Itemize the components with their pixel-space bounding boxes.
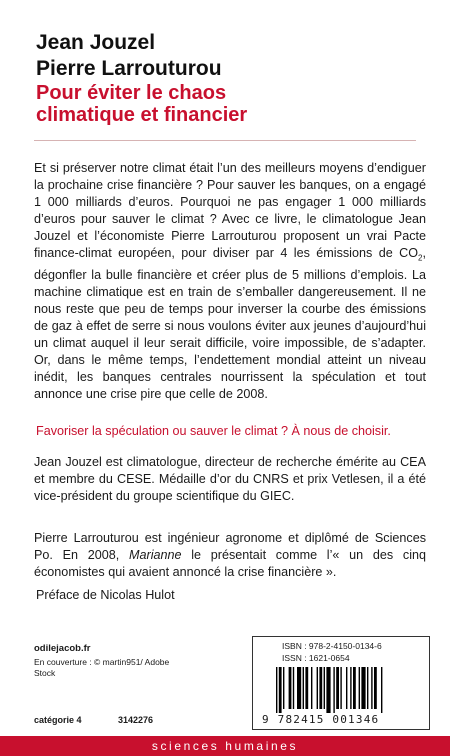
blurb-part: Et si préserver notre climat était l’un des meilleurs moyens d’endiguer la prochaine crise financière ? Pour sauver les banques, on a engagé 1 000 milliards d’euros. Pourquoi ne pas engager 1 000 milliards d’euros pour sauver le climat ? Avec ce livre, le climatologue Jean Jouzel et l’économiste Pierre Larrouturou proposent un vrai Pacte finance-climat européen, pour diviser par 4 les émissions de CO (34, 161, 426, 260)
tagline: Favoriser la spéculation ou sauver le climat ? À nous de choisir. (36, 424, 391, 438)
publisher-website: odilejacob.fr (34, 643, 91, 654)
barcode-icon (276, 667, 420, 713)
divider (34, 140, 416, 141)
category-label: catégorie 4 (34, 715, 82, 725)
book-title (36, 82, 247, 126)
bio-part: le présentait comme l’« un des cinq économistes qui avaient annoncé la crise financière ». (34, 548, 426, 579)
bio-emphasis: Marianne (129, 548, 182, 562)
issn-text: ISSN : 1621-0654 (282, 653, 350, 663)
price-code: 3142276 (118, 715, 154, 725)
authors (36, 30, 222, 82)
isbn-text: ISBN : 978-2-4150-0134-6 (282, 641, 382, 651)
series-footer: sciences humaines (0, 736, 450, 756)
author-name: Pierre Larrouturou (36, 57, 222, 80)
barcode-number: 9 782415 001346 (262, 713, 380, 726)
blurb-text (34, 160, 426, 403)
preface-credit: Préface de Nicolas Hulot (36, 588, 175, 602)
bio-jouzel: Jean Jouzel est climatologue, directeur de recherche émérite au CEA et membre du CESE. Médaille d’or du CNRS et prix Vetlesen, il a été vice-président du groupe scientifique du GIEC. (34, 455, 426, 503)
bio-larrouturou (34, 530, 426, 581)
blurb-subscript: 2 (418, 253, 423, 263)
title-line: Pour éviter le chaos (36, 82, 227, 104)
bio-part: Pierre Larrouturou est ingénieur agronome et diplômé de Sciences Po. En 2008, (34, 531, 426, 562)
blurb-part: , dégonfler la bulle financière et créer plus de 5 millions d’emplois. La machine climatique est en train de s’emballer dangereusement. Il ne nous reste que peu de temps pour inverser la courbe des émissions de gaz à effet de serre si nous voulons éviter aux jeunes d’aujourd’hui un climat auquel il leur serait difficile, voire impossible, de s’adapter. Or, dans le même temps, l’endettement mondial atteint un niveau inédit, les banques centrales nourrissent la spéculation et tout annonce une crise pire que celle de 2008. (34, 246, 426, 401)
cover-credit: En couverture : © martin951/ Adobe Stock (34, 657, 170, 678)
title-line: climatique et financier (36, 104, 248, 126)
author-name: Jean Jouzel (36, 31, 156, 54)
